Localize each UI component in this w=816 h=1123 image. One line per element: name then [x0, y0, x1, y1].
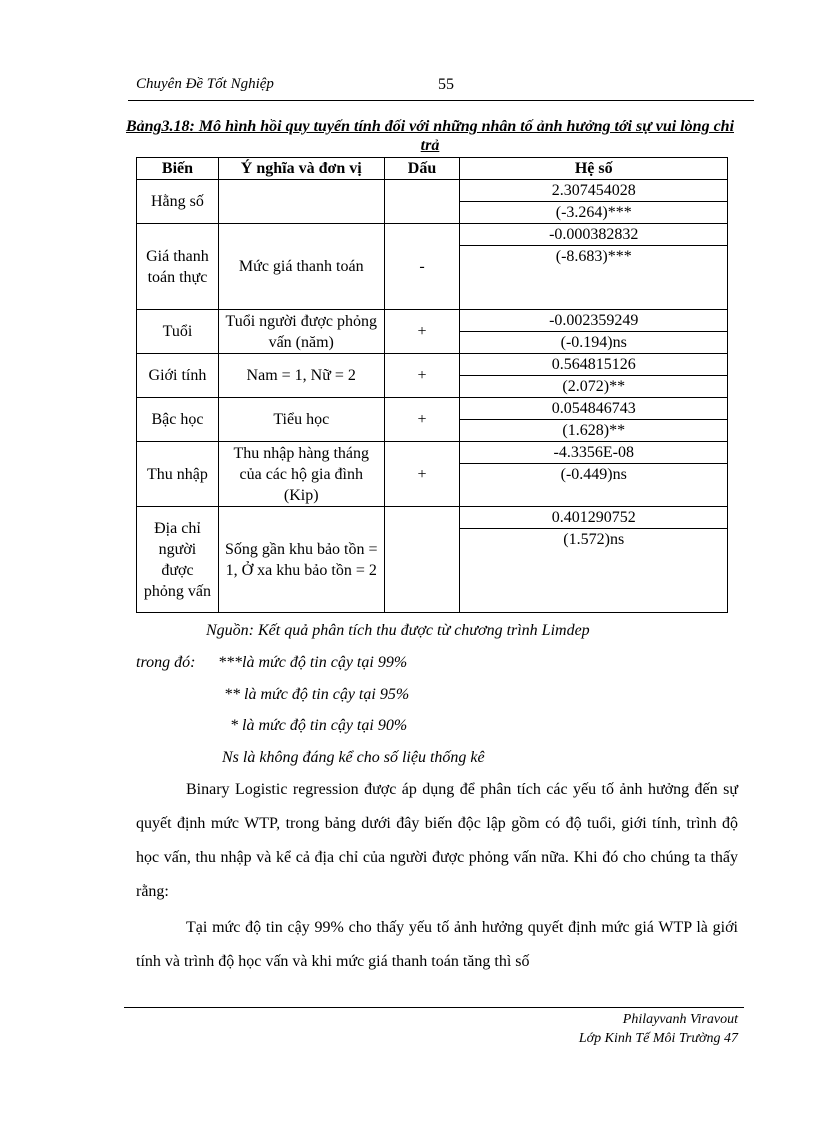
sign-cell: [384, 180, 460, 224]
footer-divider: [124, 1007, 744, 1008]
header-divider: [128, 100, 754, 101]
tstat-cell: (-8.683)***: [460, 246, 728, 310]
variable-cell: Thu nhập: [137, 442, 219, 507]
meaning-cell: Thu nhập hàng tháng của các hộ gia đình (Kip): [218, 442, 384, 507]
table-source: Nguồn: Kết quả phân tích thu được từ chương trình Limdep: [206, 622, 590, 639]
coef-cell: 0.564815126: [460, 354, 728, 376]
header-variable: Biến: [137, 158, 219, 180]
table-row: [137, 398, 728, 420]
sign-cell: +: [384, 398, 460, 442]
paragraph-2: Tại mức độ tin cậy 99% cho thấy yếu tố ảnh hưởng quyết định mức giá WTP là giới tính và trình độ học vấn và khi mức giá thanh toán tăng thì số: [136, 919, 738, 970]
sign-cell: -: [384, 224, 460, 310]
tstat-cell: (-0.449)ns: [460, 464, 728, 507]
coef-cell: -0.002359249: [460, 310, 728, 332]
table-row: [137, 180, 728, 202]
meaning-cell: Mức giá thanh toán: [218, 224, 384, 310]
note-99: ***là mức độ tin cậy tại 99%: [218, 654, 408, 671]
regression-table: [136, 157, 728, 613]
page-number: 55: [438, 76, 454, 93]
meaning-cell: Tiểu học: [218, 398, 384, 442]
meaning-cell: Nam = 1, Nữ = 2: [218, 354, 384, 398]
table-row: [137, 442, 728, 464]
coef-cell: 2.307454028: [460, 180, 728, 202]
header-coefficient: Hệ số: [460, 158, 728, 180]
meaning-cell: Tuổi người được phỏng vấn (năm): [218, 310, 384, 354]
variable-cell: Bậc học: [137, 398, 219, 442]
sign-cell: +: [384, 442, 460, 507]
table-title: Bảng3.18: Mô hình hồi quy tuyến tính đối với những nhân tố ảnh hưởng tới sự vui lòng chi trả: [125, 118, 735, 154]
header-title: Chuyên Đề Tốt Nghiệp: [136, 76, 274, 92]
note-95: ** là mức độ tin cậy tại 95%: [224, 686, 410, 703]
footer-class: Lớp Kinh Tế Môi Trường 47: [578, 1031, 738, 1046]
sign-cell: +: [384, 354, 460, 398]
note-ns: Ns là không đáng kể cho số liệu thống kê: [222, 749, 485, 766]
note-90: * là mức độ tin cậy tại 90%: [230, 717, 408, 734]
variable-cell: Hằng số: [137, 180, 219, 224]
variable-cell: Địa chỉ người được phỏng vấn: [137, 507, 219, 613]
meaning-cell: Sống gần khu bảo tồn = 1, Ở xa khu bảo tồn = 2: [218, 507, 384, 613]
variable-cell: Giá thanh toán thực: [137, 224, 219, 310]
header-sign: Dấu: [384, 158, 460, 180]
coef-cell: -0.000382832: [460, 224, 728, 246]
tstat-cell: (2.072)**: [460, 376, 728, 398]
sign-cell: +: [384, 310, 460, 354]
table-row: [137, 507, 728, 529]
sign-cell: [384, 507, 460, 613]
footer-author: Philayvanh Viravout: [622, 1012, 738, 1027]
meaning-cell: [218, 180, 384, 224]
tstat-cell: (1.572)ns: [460, 529, 728, 613]
header-meaning: Ý nghĩa và đơn vị: [218, 158, 384, 180]
table-row: [137, 224, 728, 246]
table-header-row: [137, 158, 728, 180]
notes-prefix: trong đó:: [136, 654, 196, 671]
tstat-cell: (1.628)**: [460, 420, 728, 442]
table-row: [137, 310, 728, 332]
tstat-cell: (-0.194)ns: [460, 332, 728, 354]
tstat-cell: (-3.264)***: [460, 202, 728, 224]
paragraph-1: Binary Logistic regression được áp dụng để phân tích các yếu tố ảnh hưởng đến sự quyết định mức WTP, trong bảng dưới đây biến độc lập gồm có độ tuổi, giới tính, trình độ học vấn, thu nhập và kể cả địa chỉ của người được phỏng vấn nữa. Khi đó cho chúng ta thấy rằng:: [136, 781, 738, 900]
coef-cell: -4.3356E-08: [460, 442, 728, 464]
variable-cell: Giới tính: [137, 354, 219, 398]
coef-cell: 0.401290752: [460, 507, 728, 529]
table-row: [137, 354, 728, 376]
coef-cell: 0.054846743: [460, 398, 728, 420]
variable-cell: Tuổi: [137, 310, 219, 354]
